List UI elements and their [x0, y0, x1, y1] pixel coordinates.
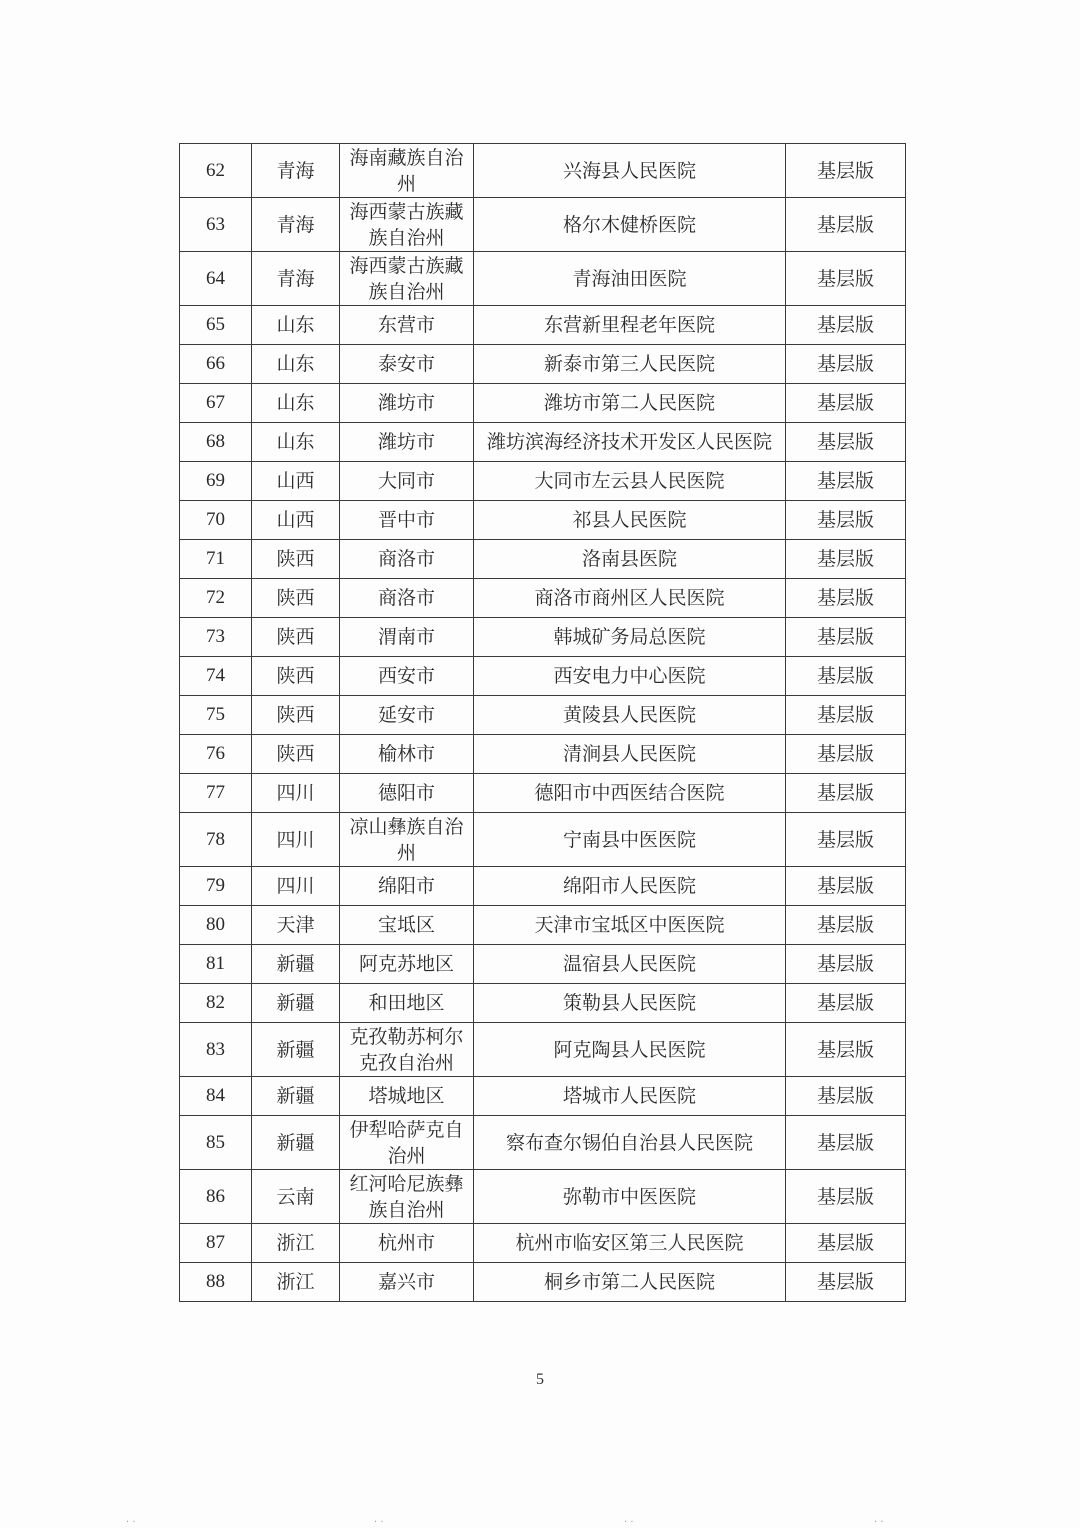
cell-edition: 基层版 [786, 462, 906, 501]
table-row [180, 1224, 906, 1263]
cell-edition: 基层版 [786, 540, 906, 579]
cell-province: 新疆 [252, 984, 340, 1023]
cell-city: 大同市 [340, 462, 474, 501]
table-row [180, 984, 906, 1023]
cell-edition: 基层版 [786, 345, 906, 384]
table-row [180, 735, 906, 774]
cell-number: 86 [180, 1170, 252, 1224]
cell-hospital: 黄陵县人民医院 [474, 696, 786, 735]
cell-number: 66 [180, 345, 252, 384]
cell-hospital: 新泰市第三人民医院 [474, 345, 786, 384]
cell-province: 山东 [252, 306, 340, 345]
cell-province: 青海 [252, 252, 340, 306]
table-row [180, 945, 906, 984]
cell-province: 四川 [252, 774, 340, 813]
city-line: 族自治州 [368, 226, 445, 249]
cell-hospital: 韩城矿务局总医院 [474, 618, 786, 657]
cell-number: 70 [180, 501, 252, 540]
table-row [180, 1116, 906, 1170]
cell-province: 新疆 [252, 1023, 340, 1077]
cell-city [340, 1170, 474, 1224]
cell-province: 四川 [252, 867, 340, 906]
cell-edition: 基层版 [786, 618, 906, 657]
table-row [180, 144, 906, 198]
cell-edition: 基层版 [786, 1170, 906, 1224]
table-row [180, 906, 906, 945]
cell-edition: 基层版 [786, 945, 906, 984]
cell-hospital: 祁县人民医院 [474, 501, 786, 540]
table-row [180, 1170, 906, 1224]
cell-edition: 基层版 [786, 306, 906, 345]
cell-edition: 基层版 [786, 1116, 906, 1170]
cell-number: 80 [180, 906, 252, 945]
cell-edition: 基层版 [786, 423, 906, 462]
cell-number: 74 [180, 657, 252, 696]
cell-edition: 基层版 [786, 657, 906, 696]
cell-edition: 基层版 [786, 1224, 906, 1263]
cell-city: 渭南市 [340, 618, 474, 657]
cell-edition: 基层版 [786, 813, 906, 867]
table-row [180, 1023, 906, 1077]
cell-city: 阿克苏地区 [340, 945, 474, 984]
cell-hospital: 洛南县医院 [474, 540, 786, 579]
cell-province: 山东 [252, 423, 340, 462]
cell-hospital: 德阳市中西医结合医院 [474, 774, 786, 813]
city-line: 克孜自治州 [358, 1051, 454, 1074]
cell-number: 73 [180, 618, 252, 657]
cell-number: 72 [180, 579, 252, 618]
cell-number: 84 [180, 1077, 252, 1116]
cell-province: 四川 [252, 813, 340, 867]
cell-province: 云南 [252, 1170, 340, 1224]
cell-hospital: 东营新里程老年医院 [474, 306, 786, 345]
city-line: 海南藏族自治 [349, 146, 464, 169]
table-row [180, 423, 906, 462]
cell-number: 85 [180, 1116, 252, 1170]
cell-hospital: 西安电力中心医院 [474, 657, 786, 696]
cell-edition: 基层版 [786, 906, 906, 945]
table-row [180, 1077, 906, 1116]
cell-city: 德阳市 [340, 774, 474, 813]
table-row [180, 306, 906, 345]
table-row [180, 345, 906, 384]
cell-edition: 基层版 [786, 984, 906, 1023]
table-row [180, 252, 906, 306]
cell-edition: 基层版 [786, 501, 906, 540]
cell-hospital: 杭州市临安区第三人民医院 [474, 1224, 786, 1263]
cell-number: 62 [180, 144, 252, 198]
city-line: 伊犁哈萨克自 [349, 1118, 464, 1141]
city-line: 克孜勒苏柯尔 [349, 1025, 464, 1048]
cell-number: 78 [180, 813, 252, 867]
cell-city: 商洛市 [340, 540, 474, 579]
city-line: 治州 [387, 1144, 426, 1167]
city-line: 海西蒙古族藏 [349, 200, 464, 223]
cell-province: 陕西 [252, 618, 340, 657]
cell-province: 陕西 [252, 696, 340, 735]
cell-province: 山东 [252, 345, 340, 384]
cell-number: 82 [180, 984, 252, 1023]
cell-edition: 基层版 [786, 867, 906, 906]
cell-city [340, 144, 474, 198]
cell-province: 山西 [252, 462, 340, 501]
cell-city: 商洛市 [340, 579, 474, 618]
cell-number: 77 [180, 774, 252, 813]
cell-hospital: 天津市宝坻区中医医院 [474, 906, 786, 945]
cell-city: 榆林市 [340, 735, 474, 774]
cell-province: 浙江 [252, 1224, 340, 1263]
cell-number: 69 [180, 462, 252, 501]
scan-speck: · · [874, 1517, 884, 1528]
cell-edition: 基层版 [786, 1023, 906, 1077]
table-row [180, 813, 906, 867]
cell-city: 和田地区 [340, 984, 474, 1023]
cell-hospital: 潍坊市第二人民医院 [474, 384, 786, 423]
cell-city [340, 252, 474, 306]
cell-city: 塔城地区 [340, 1077, 474, 1116]
cell-hospital: 弥勒市中医医院 [474, 1170, 786, 1224]
cell-province: 青海 [252, 144, 340, 198]
table-row [180, 501, 906, 540]
scan-speck: · · [624, 1517, 634, 1528]
cell-edition: 基层版 [786, 252, 906, 306]
cell-number: 67 [180, 384, 252, 423]
table-row [180, 462, 906, 501]
cell-province: 青海 [252, 198, 340, 252]
cell-hospital: 宁南县中医医院 [474, 813, 786, 867]
cell-hospital: 潍坊滨海经济技术开发区人民医院 [474, 423, 786, 462]
scan-speck: · · [126, 1517, 136, 1528]
city-line: 红河哈尼族彝 [349, 1172, 464, 1195]
cell-edition: 基层版 [786, 384, 906, 423]
cell-city: 泰安市 [340, 345, 474, 384]
cell-hospital: 大同市左云县人民医院 [474, 462, 786, 501]
cell-province: 山东 [252, 384, 340, 423]
cell-edition: 基层版 [786, 144, 906, 198]
cell-province: 新疆 [252, 1116, 340, 1170]
cell-city: 绵阳市 [340, 867, 474, 906]
cell-province: 山西 [252, 501, 340, 540]
cell-edition: 基层版 [786, 579, 906, 618]
cell-hospital: 商洛市商州区人民医院 [474, 579, 786, 618]
cell-number: 64 [180, 252, 252, 306]
table-row [180, 696, 906, 735]
city-line: 海西蒙古族藏 [349, 254, 464, 277]
cell-edition: 基层版 [786, 198, 906, 252]
city-line: 州 [396, 172, 416, 195]
cell-province: 陕西 [252, 735, 340, 774]
cell-province: 天津 [252, 906, 340, 945]
cell-city: 宝坻区 [340, 906, 474, 945]
cell-edition: 基层版 [786, 696, 906, 735]
cell-hospital: 策勒县人民医院 [474, 984, 786, 1023]
cell-city: 东营市 [340, 306, 474, 345]
cell-number: 81 [180, 945, 252, 984]
table-row [180, 657, 906, 696]
cell-hospital: 阿克陶县人民医院 [474, 1023, 786, 1077]
table-row [180, 774, 906, 813]
cell-hospital: 兴海县人民医院 [474, 144, 786, 198]
cell-province: 新疆 [252, 1077, 340, 1116]
cell-number: 75 [180, 696, 252, 735]
cell-province: 陕西 [252, 657, 340, 696]
city-line: 凉山彝族自治 [349, 815, 464, 838]
cell-city: 延安市 [340, 696, 474, 735]
cell-edition: 基层版 [786, 1077, 906, 1116]
cell-hospital: 察布查尔锡伯自治县人民医院 [474, 1116, 786, 1170]
page-number: 5 [536, 1371, 544, 1388]
cell-number: 68 [180, 423, 252, 462]
cell-number: 65 [180, 306, 252, 345]
cell-number: 88 [180, 1263, 252, 1302]
cell-province: 陕西 [252, 579, 340, 618]
cell-city: 晋中市 [340, 501, 474, 540]
cell-hospital: 桐乡市第二人民医院 [474, 1263, 786, 1302]
cell-city: 西安市 [340, 657, 474, 696]
cell-province: 浙江 [252, 1263, 340, 1302]
hospital-list-table [179, 143, 906, 1302]
cell-number: 87 [180, 1224, 252, 1263]
cell-province: 新疆 [252, 945, 340, 984]
city-line: 州 [396, 841, 416, 864]
table-row [180, 618, 906, 657]
cell-city: 潍坊市 [340, 423, 474, 462]
cell-hospital: 绵阳市人民医院 [474, 867, 786, 906]
city-line: 族自治州 [368, 1198, 445, 1221]
cell-edition: 基层版 [786, 735, 906, 774]
cell-city: 嘉兴市 [340, 1263, 474, 1302]
cell-number: 63 [180, 198, 252, 252]
cell-number: 71 [180, 540, 252, 579]
table-row [180, 867, 906, 906]
table-row [180, 579, 906, 618]
cell-hospital: 青海油田医院 [474, 252, 786, 306]
cell-city [340, 1023, 474, 1077]
cell-hospital: 清涧县人民医院 [474, 735, 786, 774]
scan-speck: · · [374, 1517, 384, 1528]
table-body [180, 144, 906, 1302]
city-line: 族自治州 [368, 280, 445, 303]
cell-city [340, 1116, 474, 1170]
cell-edition: 基层版 [786, 1263, 906, 1302]
cell-hospital: 格尔木健桥医院 [474, 198, 786, 252]
cell-hospital: 塔城市人民医院 [474, 1077, 786, 1116]
cell-city [340, 813, 474, 867]
table-row [180, 1263, 906, 1302]
cell-city: 杭州市 [340, 1224, 474, 1263]
cell-city [340, 198, 474, 252]
cell-number: 79 [180, 867, 252, 906]
table-row [180, 540, 906, 579]
table-row [180, 384, 906, 423]
cell-number: 83 [180, 1023, 252, 1077]
table-row [180, 198, 906, 252]
cell-number: 76 [180, 735, 252, 774]
cell-edition: 基层版 [786, 774, 906, 813]
cell-hospital: 温宿县人民医院 [474, 945, 786, 984]
cell-city: 潍坊市 [340, 384, 474, 423]
cell-province: 陕西 [252, 540, 340, 579]
